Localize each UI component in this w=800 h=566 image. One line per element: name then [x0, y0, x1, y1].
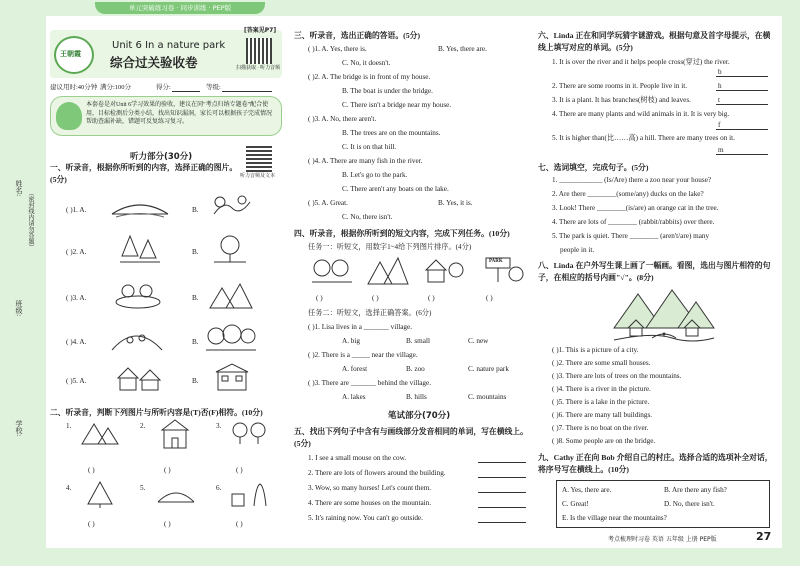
s6-item-4: 4. There are many plants and wild animals in it. It is very big.: [552, 110, 730, 118]
s4-picture-2: [366, 256, 410, 286]
park-sign-text: PARK: [489, 259, 503, 264]
s3-q3-b: B. The trees are on the mountains.: [342, 129, 441, 137]
s5-blank-3[interactable]: [478, 492, 526, 493]
s6-hint-2: h: [718, 82, 722, 90]
mountains-picture-b[interactable]: [208, 282, 254, 310]
page-number: 27: [756, 530, 772, 543]
s5-item-4: 4. There are some houses on the mountain.: [308, 499, 432, 507]
s3-q2-b: B. The boat is under the bridge.: [342, 87, 433, 95]
s3-q1-c: C. No, it doesn't.: [342, 59, 391, 67]
section-6-title: 六、Linda 正在和同学玩猜字谜游戏。根据句意及首字母提示，在横线上填写对应的单词。(5分): [538, 31, 771, 52]
s1-item-3-b: B.: [192, 294, 199, 302]
s9-option-d: D. No, there isn't.: [664, 500, 715, 508]
s1-item-5-b: B.: [192, 377, 199, 385]
s4-order-3[interactable]: ( ): [428, 294, 435, 302]
s8-item-4: ( )4. There is a river in the picture.: [552, 385, 651, 393]
s6-item-5: 5. It is higher than(比……高) a hill. There are many trees on it.: [552, 134, 735, 142]
s8-item-3: ( )3. There are lots of trees on the mountains.: [552, 372, 682, 380]
s2-paren-5[interactable]: ( ): [164, 520, 171, 528]
s6-hint-5: m: [718, 146, 724, 154]
section-9-title: 九、Cathy 正在向 Bob 介绍自己的村庄。选择合适的选项补全对话，将序号写在横线上。(10分): [538, 453, 773, 474]
s5-blank-5[interactable]: [478, 522, 526, 523]
s2-num-4: 4.: [66, 484, 72, 492]
s5-item-2: 2. There are lots of flowers around the building.: [308, 469, 446, 477]
river-picture-b[interactable]: [210, 194, 254, 220]
s4-order-1[interactable]: ( ): [316, 294, 323, 302]
building-picture-b[interactable]: [214, 362, 250, 392]
s2-paren-6[interactable]: ( ): [236, 520, 243, 528]
s4-q1-b: B. small: [406, 337, 430, 345]
hill-picture-a[interactable]: [110, 326, 164, 352]
s4-q2-c: C. nature park: [468, 365, 509, 373]
s2-paren-3[interactable]: ( ): [236, 466, 243, 474]
s5-blank-1[interactable]: [478, 462, 526, 463]
s6-blank-1[interactable]: [716, 76, 768, 77]
s4-task2: 任务二：听短文，选择正确答案。(6分): [308, 309, 432, 317]
s1-item-1-b: B.: [192, 206, 199, 214]
s2-num-1: 1.: [66, 422, 72, 430]
tree-picture-b[interactable]: [210, 234, 250, 264]
section-4-title: 四、听录音，根据你所听到的短文内容，完成下列任务。(10分): [294, 229, 510, 238]
s6-item-3: 3. It is a plant. It has branches(树枝) and leaves.: [552, 96, 691, 104]
s2-picture-4: [82, 480, 118, 508]
s9-option-e: E. Is the village near the mountains?: [562, 514, 667, 522]
section-7-title: 七、选词填空，完成句子。(5分): [538, 163, 649, 172]
page-frame-left: [0, 0, 46, 566]
s1-item-4-b: B.: [192, 338, 199, 346]
lake-picture-a[interactable]: [114, 282, 162, 310]
s6-hint-4: f: [718, 121, 721, 129]
score-blank[interactable]: [172, 91, 200, 92]
section-2-title: 二、听录音，判断下列图片与所听内容是(T)否(F)相符。(10分): [50, 408, 263, 417]
s8-item-1: ( )1. This is a picture of a city.: [552, 346, 639, 354]
s1-item-5: ( )5. A.: [66, 377, 87, 385]
s2-picture-3: [228, 420, 272, 446]
section-1-title: 一、听录音，根据你所听到的内容，选择正确的图片。(5分): [50, 163, 238, 184]
s2-picture-6: [228, 480, 272, 508]
s6-hint-1: b: [718, 68, 722, 76]
s4-q3-b: B. hills: [406, 393, 427, 401]
s2-num-5: 5.: [140, 484, 146, 492]
s4-q2-a: A. forest: [342, 365, 368, 373]
s6-blank-4[interactable]: [716, 129, 768, 130]
meta-time: 建议用时:40分钟: [50, 84, 98, 91]
s6-item-1: 1. It is over the river and it helps people cross(穿过) the river.: [552, 58, 730, 66]
s4-q3: ( )3. There are _______ behind the village.: [308, 379, 432, 387]
answer-reference: [答案见P7]: [244, 27, 277, 34]
s4-order-4[interactable]: ( ): [486, 294, 493, 302]
s3-q5-c: C. No, there isn't.: [342, 213, 393, 221]
top-banner: 单元突破练习卷 · 同步训练 · PEP版: [95, 2, 265, 14]
section-3-title: 三、听录音，选出正确的答语。(5分): [294, 31, 421, 40]
s8-item-6: ( )6. There are many tall buildings.: [552, 411, 653, 419]
s7-item-4: 4. There are lots of ________ (rabbit/rabbits) over there.: [552, 218, 715, 226]
side-cut-note: （密封线内请勿答题）: [27, 190, 34, 250]
s8-item-5: ( )5. There is a lake in the picture.: [552, 398, 650, 406]
village-picture-a[interactable]: [114, 364, 162, 392]
trees-picture-a[interactable]: [120, 234, 160, 264]
unit-title: Unit 6 In a nature park: [112, 40, 226, 51]
s7-item-3: 3. Look! There ________(is/are) an orange cat in the tree.: [552, 204, 719, 212]
s2-picture-5: [156, 482, 196, 506]
s6-item-2: 2. There are some rooms in it. People live in it.: [552, 82, 688, 90]
teacher-avatar: [56, 102, 82, 130]
s5-blank-2[interactable]: [478, 477, 526, 478]
s7-item-5: 5. The park is quiet. There ________ (aren't/are) many: [552, 232, 710, 240]
listening-header: 听力部分(30分): [130, 152, 193, 162]
s2-paren-4[interactable]: ( ): [88, 520, 95, 528]
s7-item-1: 1. ____________ (Is/Are) there a zoo near your house?: [552, 176, 712, 184]
s1-item-2-b: B.: [192, 248, 199, 256]
s8-item-2: ( )2. There are some small houses.: [552, 359, 651, 367]
qr-code-listening[interactable]: [246, 146, 272, 172]
s5-item-1: 1. I see a small mouse on the cow.: [308, 454, 407, 462]
s9-option-c: C. Great!: [562, 500, 589, 508]
meta-level: 等级:: [206, 84, 221, 91]
footer-text: 考点梳理时习卷 英语 五年级 上册 PEP版: [608, 536, 717, 543]
intro-text: 本套卷是对Unit 6学习效果的验收，建议在同"考点归纳专题卷"配合使用，目标检测后分类小结，找出知识漏洞，家长可以根据孩子完成情况帮助查漏补缺，错题可反复练习复习。: [86, 102, 273, 126]
page-frame-right: [782, 0, 800, 566]
s4-q2: ( )2. There is a _____ near the village.: [308, 351, 418, 359]
s4-q2-b: B. zoo: [406, 365, 425, 373]
s3-q2: ( )2. A. The bridge is in front of my house.: [308, 73, 431, 81]
s3-q2-c: C. There isn't a bridge near my house.: [342, 101, 452, 109]
side-class-label: 班级:: [15, 300, 23, 317]
s6-hint-3: t: [718, 96, 720, 104]
s2-num-3: 3.: [216, 422, 222, 430]
s3-q3: ( )3. A. No, there aren't.: [308, 115, 377, 123]
s3-q4: ( )4. A. There are many fish in the river.: [308, 157, 423, 165]
s4-picture-1: [310, 256, 354, 286]
forest-picture-b[interactable]: [206, 324, 256, 352]
side-school-label: 学校:: [15, 420, 23, 437]
s2-num-6: 6.: [216, 484, 222, 492]
section-8-title: 八、Linda 在户外写生课上画了一幅画。看图，选出与图片相符的句子，在相应的括号内画"√"。(8分): [538, 261, 771, 282]
s9-option-a: A. Yes, there are.: [562, 486, 612, 494]
s6-blank-3[interactable]: [716, 104, 768, 105]
s8-item-7: ( )7. There is no boat on the river.: [552, 424, 649, 432]
s4-q3-c: C. mountains: [468, 393, 507, 401]
s4-q3-a: A. lakes: [342, 393, 366, 401]
written-header: 笔试部分(70分): [388, 411, 451, 421]
s4-order-2[interactable]: ( ): [372, 294, 379, 302]
qr-header-caption: 扫描获取 · 听力音频: [236, 66, 281, 71]
s4-picture-3: [422, 256, 466, 286]
s5-blank-4[interactable]: [478, 507, 526, 508]
s3-q4-b: B. Let's go to the park.: [342, 171, 408, 179]
s1-item-2: ( )2. A.: [66, 248, 87, 256]
s2-paren-1[interactable]: ( ): [88, 466, 95, 474]
s3-q3-c: C. It is on that hill.: [342, 143, 397, 151]
s4-q1: ( )1. Lisa lives in a _______ village.: [308, 323, 412, 331]
qr-listening-caption: 听力音频及文本: [240, 174, 276, 179]
s6-blank-2[interactable]: [716, 90, 768, 91]
s2-paren-2[interactable]: ( ): [164, 466, 171, 474]
s3-q1: ( )1. A. Yes, there is.: [308, 45, 367, 53]
s2-num-2: 2.: [140, 422, 146, 430]
s9-option-b: B. Are there any fish?: [664, 486, 727, 494]
s1-item-4: ( )4. A.: [66, 338, 87, 346]
s2-picture-2: [160, 418, 190, 450]
s4-q1-a: A. big: [342, 337, 360, 345]
s6-blank-5[interactable]: [716, 154, 768, 155]
bridge-picture-a[interactable]: [110, 196, 170, 218]
meta-got: 得分:: [156, 84, 171, 91]
meta-score: 满分:100分: [100, 84, 132, 91]
section-5-title: 五、找出下列句子中含有与画线部分发音相同的单词，写在横线上。(5分): [294, 427, 528, 448]
s3-q4-c: C. There aren't any boats on the lake.: [342, 185, 449, 193]
s2-picture-1: [80, 420, 120, 446]
logo-text: 王朝霞: [60, 50, 81, 58]
s1-item-3: ( )3. A.: [66, 294, 87, 302]
exam-title: 综合过关验收卷: [110, 55, 198, 70]
level-blank[interactable]: [222, 91, 272, 92]
s5-item-5: 5. It's raining now. You can't go outside.: [308, 514, 423, 522]
s3-q5: ( )5. A. Great.: [308, 199, 348, 207]
landscape-picture: [612, 288, 716, 344]
qr-code-header[interactable]: [246, 38, 272, 64]
s3-q1-b: B. Yes, there are.: [438, 45, 487, 53]
page-frame-bottom: [0, 548, 800, 566]
s4-task1: 任务一：听短文，用数字1~4给下列图片排序。(4分): [308, 243, 472, 251]
s4-q1-c: C. new: [468, 337, 489, 345]
s8-item-8: ( )8. Some people are on the bridge.: [552, 437, 656, 445]
side-name-label: 姓名:: [15, 180, 23, 197]
s5-item-3: 3. Wow, so many horses! Let's count them.: [308, 484, 432, 492]
s1-item-1: ( )1. A.: [66, 206, 87, 214]
s7-item-5-cont: people in it.: [560, 246, 595, 254]
s3-q5-b: B. Yes, it is.: [438, 199, 473, 207]
s7-item-2: 2. Are there ________(some/any) ducks on the lake?: [552, 190, 704, 198]
